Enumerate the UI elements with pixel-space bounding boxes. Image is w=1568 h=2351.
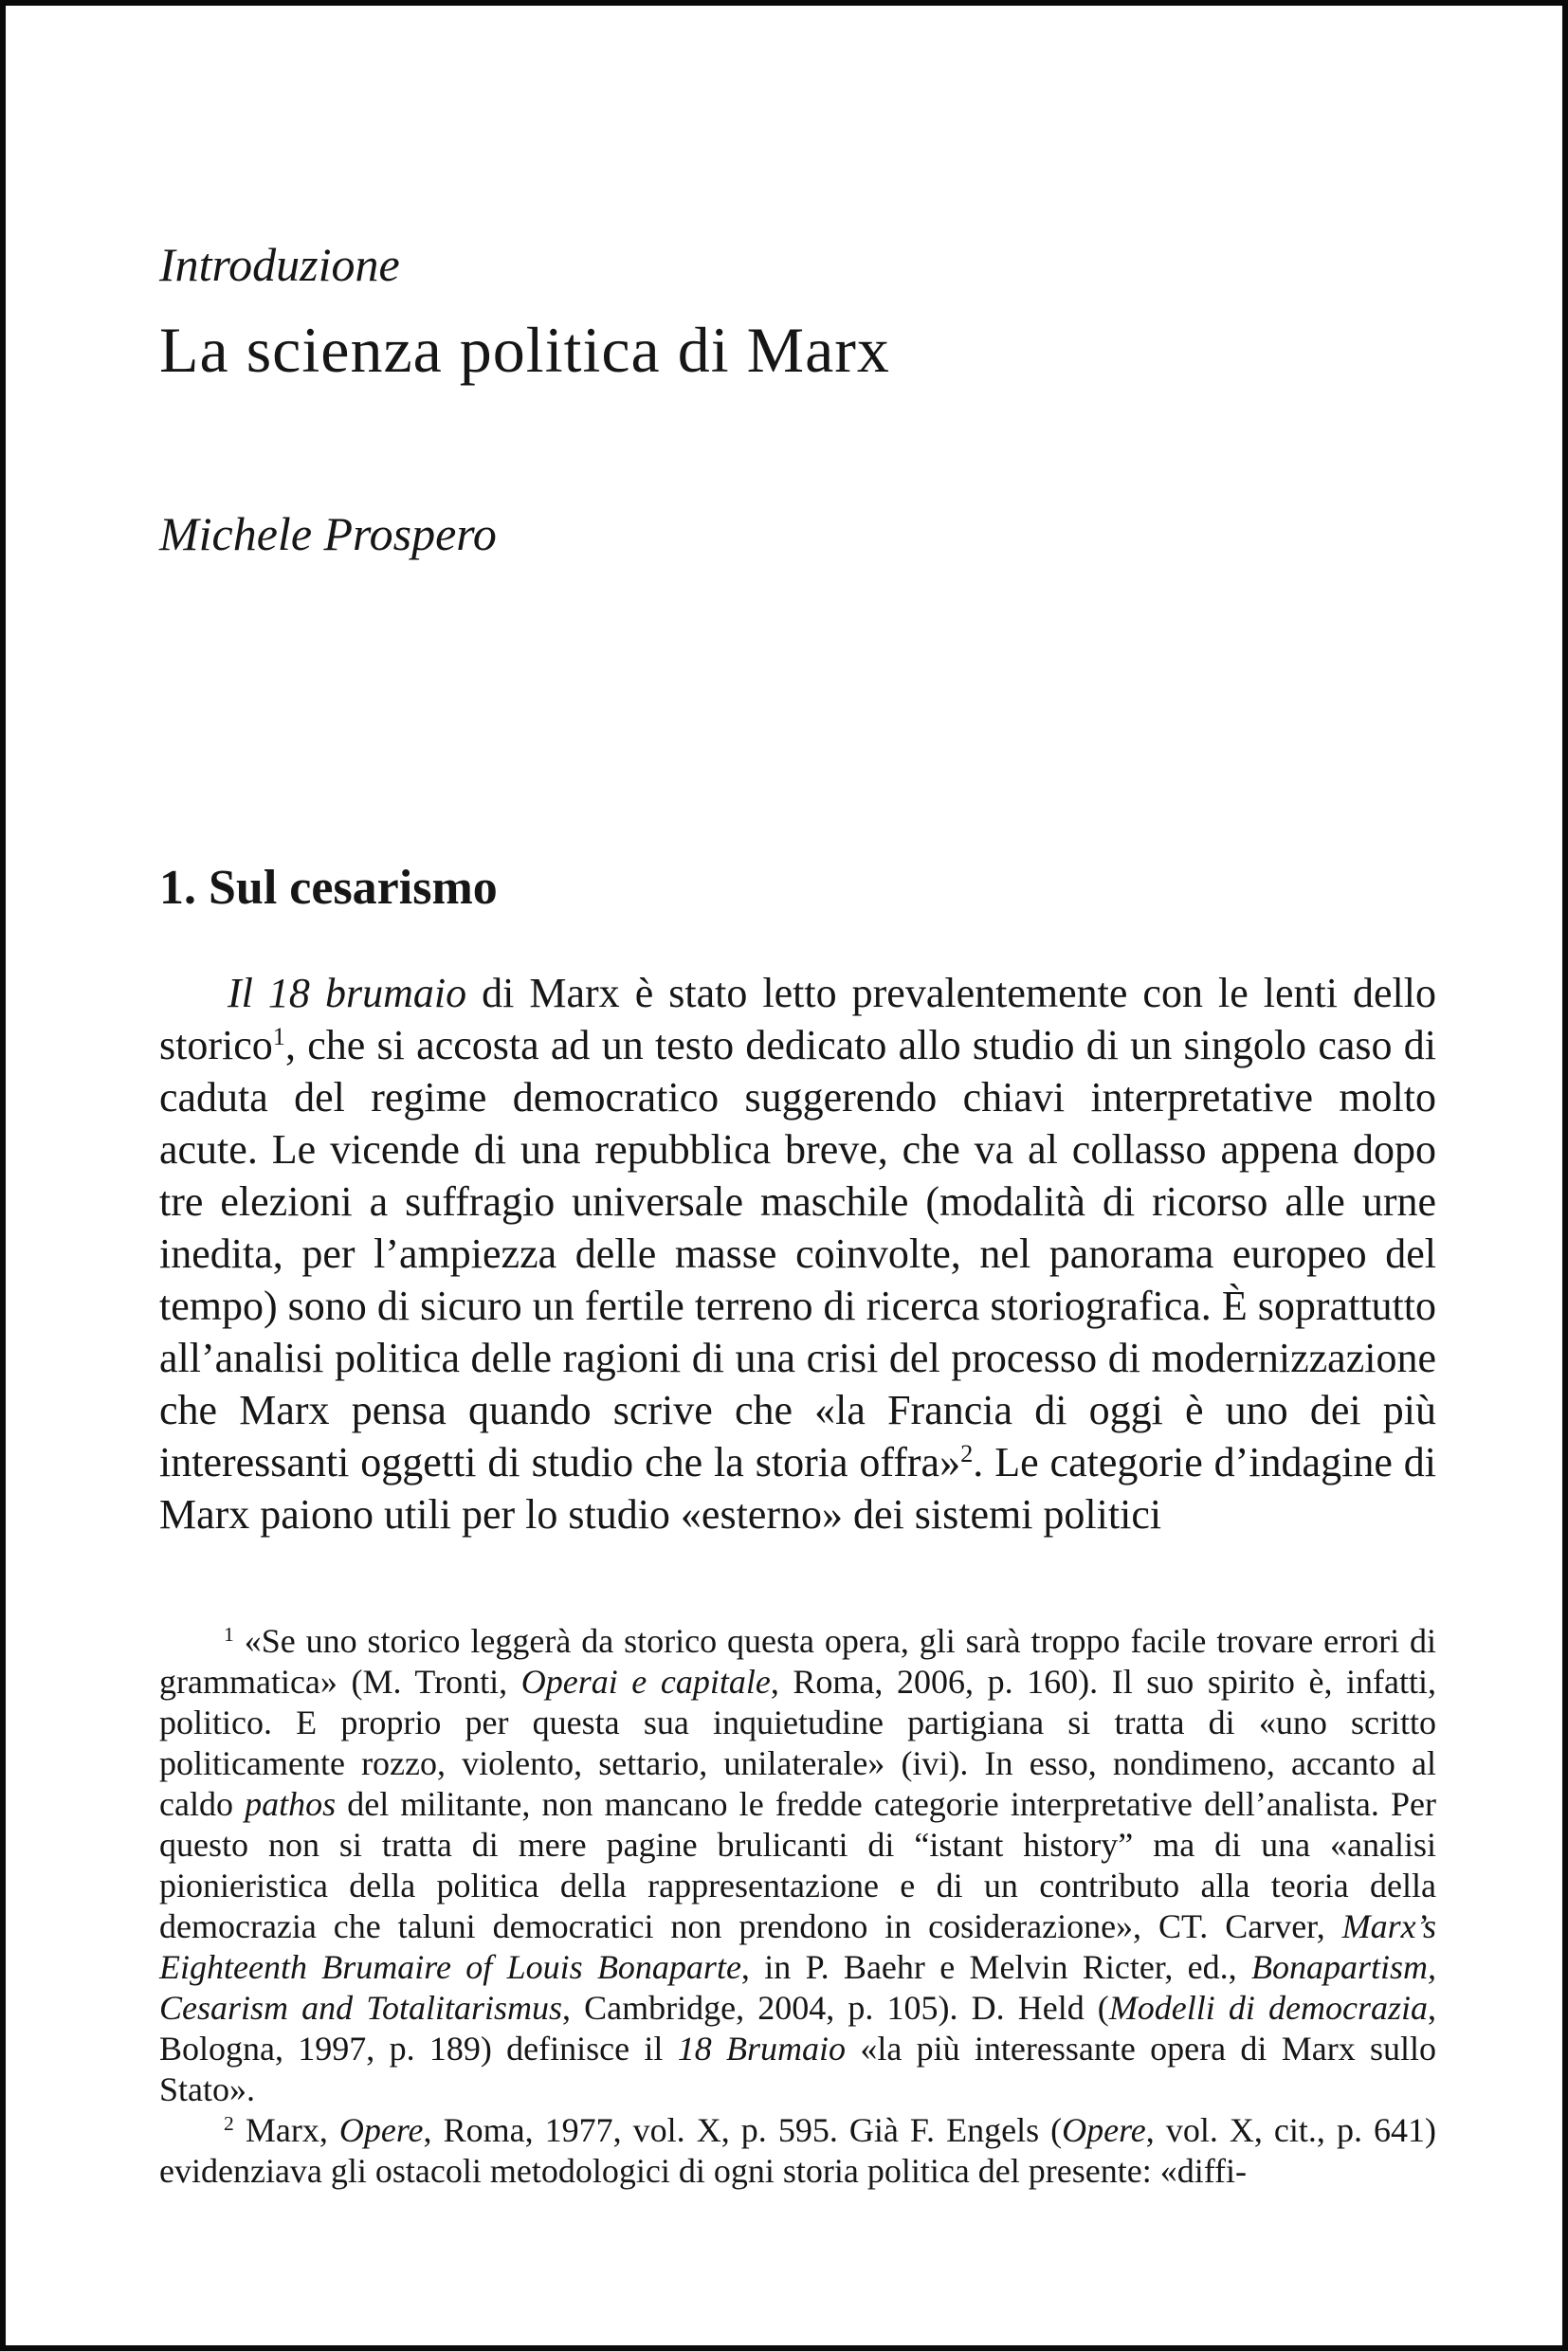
page-title: La scienza politica di Marx <box>159 314 890 386</box>
footnote-1: $^1$ «Se uno storico leggerà da storico questa opera, gli sarà troppo facile trovare errori di grammatica» (M. Tronti, Operai e capitale, Roma, 2006, p. 160). Il suo spirito è, infatti, politico. E proprio per questa sua inquietudine partigiana si tratta di «uno scritto politicamente rozzo, violento, settario, unilaterale» (ivi). In esso, nondimeno, accanto al caldo pathos del militante, non mancano le fredde categorie interpretative dell’analista. Per questo non si tratta di mere pagine brulicanti di “istant history” ma di una «analisi pionieristica della politica della rappresentazione e di un contributo alla teoria della democrazia che taluni democratici non prendono in cosiderazione», CT. Carver, Marx’s Eighteenth Brumaire of Louis Bonaparte, in P. Baehr e Melvin Ricter, ed., Bonapartism, Cesarism and Totalitarismus, Cambridge, 2004, p. 105). D. Held (Modelli di democrazia, Bologna, 1997, p. 189) definisce il 18 Brumaio «la più interessante opera di Marx sullo Stato». <box>159 1622 1437 2108</box>
chapter-section-heading: 1. Sul cesarismo <box>159 861 498 915</box>
section-label: Introduzione <box>159 238 400 291</box>
author-name: Michele Prospero <box>159 507 497 560</box>
body-paragraph: Il 18 brumaio di Marx è stato letto prevalentemente con le lenti dello storico$^1$, che si accosta ad un testo dedicato allo studio di un singolo caso di caduta del regime democratico suggerendo chiavi interpretative molto acute. Le vicende di una repubblica breve, che va al collasso appena dopo tre elezioni a suffragio universale maschile (modalità di ricorso alle urne inedita, per l’ampiezza delle masse coinvolte, nel panorama europeo del tempo) sono di sicuro un fertile terreno di ricerca storiografica. È soprattutto all’analisi politica delle ragioni di una crisi del processo di modernizzazione che Marx pensa quando scrive che «la Francia di oggi è uno dei più interessanti oggetti di studio che la storia offra»$^2$. Le categorie d’indagine di Marx paiono utili per lo studio «esterno» dei sistemi politici <box>159 970 1436 1538</box>
footnote-2: $^2$ Marx, Opere, Roma, 1977, vol. X, p. 595. Già F. Engels (Opere, vol. X, cit., p. 641) evidenziava gli ostacoli metodologici di ogni storia politica del presente: «diffi- <box>159 2111 1436 2190</box>
footnotes-block <box>159 1621 1436 2192</box>
